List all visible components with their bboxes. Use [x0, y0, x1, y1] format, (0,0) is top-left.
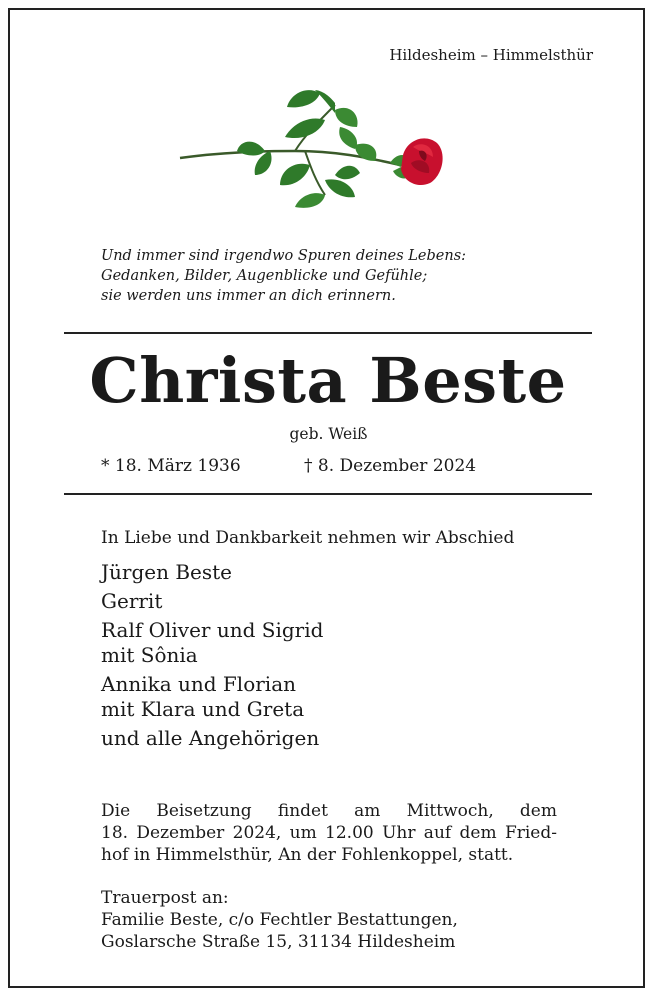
divider-bottom [64, 493, 592, 495]
farewell-intro: In Liebe und Dankbarkeit nehmen wir Abschied [101, 528, 515, 548]
mourner-group [101, 589, 323, 614]
mourner-group [101, 726, 323, 751]
mourner-name: Gerrit [101, 589, 163, 613]
verse-line: Und immer sind irgendwo Spuren deines Lebens: [101, 248, 467, 264]
mourner-group [101, 672, 323, 722]
mourner-name: mit Klara und Greta [101, 697, 305, 721]
mourner-name: und alle Angehörigen [101, 726, 320, 750]
mourner-group [101, 560, 323, 585]
mourner-group [101, 618, 323, 668]
verse-line: Gedanken, Bilder, Augenblicke und Gefühle; [101, 268, 428, 284]
funeral-info [101, 800, 557, 866]
birth-date: * 18. März 1936 [101, 456, 241, 476]
verse-line: sie werden uns immer an dich erinnern. [101, 288, 396, 304]
condolence-address [101, 887, 458, 953]
mourner-name: mit Sônia [101, 643, 198, 667]
funeral-line: Die Beisetzung findet am Mittwoch, dem [101, 801, 557, 821]
deceased-name: Christa Beste [89, 344, 567, 417]
death-date: † 8. Dezember 2024 [304, 456, 477, 476]
mourner-name: Jürgen Beste [101, 560, 233, 584]
rose-icon [175, 85, 445, 210]
birth-name: geb. Weiß [289, 425, 368, 443]
mourner-name: Ralf Oliver und Sigrid [101, 618, 324, 642]
divider-top [64, 332, 592, 334]
location-header: Hildesheim – Himmelsthür [389, 46, 593, 64]
address-line: Trauerpost an: [101, 888, 229, 908]
funeral-line: hof in Himmelsthür, An der Fohlenkoppel, statt. [101, 845, 514, 865]
memorial-verse [101, 246, 466, 306]
address-line: Familie Beste, c/o Fechtler Bestattungen, [101, 910, 458, 930]
mourners-list [101, 560, 323, 755]
mourner-name: Annika und Florian [101, 672, 296, 696]
address-line: Goslarsche Straße 15, 31134 Hildesheim [101, 932, 456, 952]
funeral-line: 18. Dezember 2024, um 12.00 Uhr auf dem Fried- [101, 823, 557, 843]
